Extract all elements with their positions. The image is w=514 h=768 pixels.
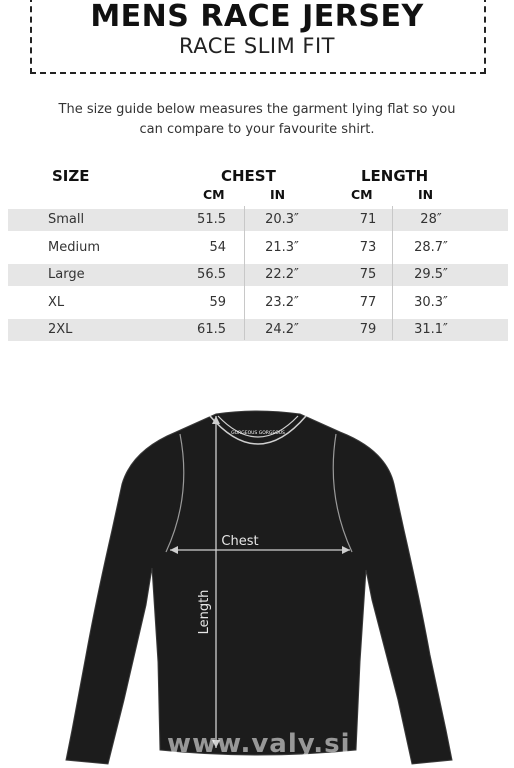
intro-line-1: The size guide below measures the garment lying flat so you bbox=[58, 102, 456, 117]
size-cell: Large bbox=[48, 267, 85, 282]
length-cm-header: CM bbox=[351, 187, 373, 202]
page-title: MENS RACE JERSEY bbox=[90, 0, 424, 34]
length-in-cell: 28″ bbox=[420, 212, 442, 227]
chest-in-cell: 22.2″ bbox=[265, 267, 299, 282]
chest-in-cell: 23.2″ bbox=[265, 295, 299, 310]
size-column-header: SIZE bbox=[52, 167, 90, 185]
intro-line-2: can compare to your favourite shirt. bbox=[139, 122, 375, 137]
length-in-cell: 30.3″ bbox=[414, 295, 448, 310]
chest-in-header: IN bbox=[270, 187, 286, 202]
jersey-diagram bbox=[0, 400, 514, 768]
intro-text bbox=[40, 100, 474, 140]
length-in-cell: 31.1″ bbox=[414, 322, 448, 337]
table-row bbox=[8, 237, 508, 259]
length-in-cell: 28.7″ bbox=[414, 240, 448, 255]
length-cm-cell: 71 bbox=[359, 212, 377, 227]
length-label: Length bbox=[197, 589, 212, 635]
table-row bbox=[8, 264, 508, 286]
chest-cm-cell: 56.5 bbox=[197, 267, 226, 282]
length-column-header: LENGTH bbox=[361, 167, 429, 185]
table-row bbox=[8, 319, 508, 341]
table-row bbox=[8, 209, 508, 231]
size-cell: Medium bbox=[48, 240, 100, 255]
length-cm-cell: 73 bbox=[359, 240, 377, 255]
length-cm-cell: 75 bbox=[359, 267, 377, 282]
chest-cm-cell: 61.5 bbox=[197, 322, 226, 337]
size-cell: 2XL bbox=[48, 322, 73, 337]
length-in-cell: 29.5″ bbox=[414, 267, 448, 282]
chest-cm-cell: 54 bbox=[209, 240, 226, 255]
chest-label: Chest bbox=[221, 534, 259, 549]
length-in-header: IN bbox=[418, 187, 434, 202]
size-cell: Small bbox=[48, 212, 85, 227]
table-divider bbox=[392, 206, 393, 340]
chest-in-cell: 20.3″ bbox=[265, 212, 299, 227]
watermark: © www.valy.si bbox=[130, 729, 351, 759]
jersey-body bbox=[66, 411, 452, 764]
page-subtitle: RACE SLIM FIT bbox=[179, 34, 335, 58]
table-divider bbox=[244, 206, 245, 340]
size-cell: XL bbox=[48, 295, 65, 310]
chest-cm-header: CM bbox=[203, 187, 225, 202]
chest-in-cell: 21.3″ bbox=[265, 240, 299, 255]
chest-cm-cell: 59 bbox=[209, 295, 226, 310]
length-cm-cell: 77 bbox=[359, 295, 377, 310]
chest-cm-cell: 51.5 bbox=[197, 212, 226, 227]
chest-in-cell: 24.2″ bbox=[265, 322, 299, 337]
length-cm-cell: 79 bbox=[359, 322, 377, 337]
table-row bbox=[8, 292, 508, 314]
collar-tape-text: GORGEOUS GORGEOUS bbox=[231, 431, 285, 436]
chest-column-header: CHEST bbox=[221, 167, 276, 185]
